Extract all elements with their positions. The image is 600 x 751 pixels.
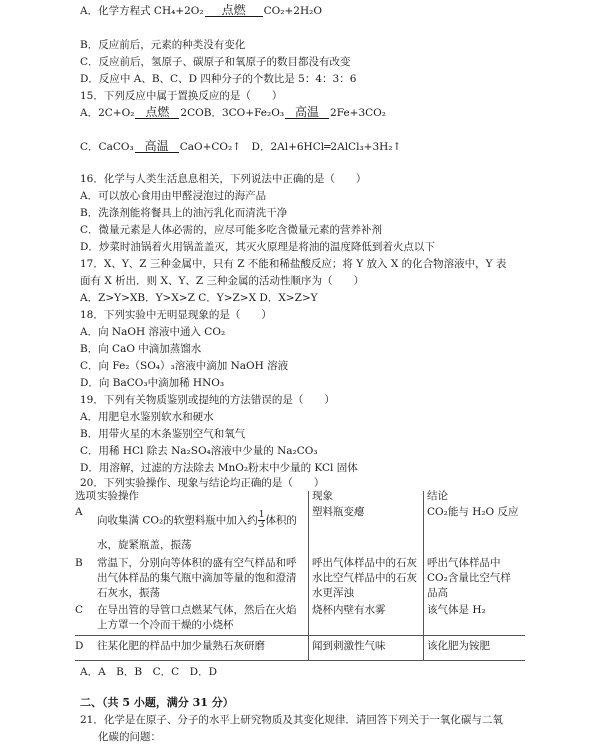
table-header-operation: 实验操作 bbox=[97, 490, 139, 502]
q19-option-d: D．用溶解，过滤的方法除去 MnO₂粉末中少量的 KCl 固体 bbox=[80, 462, 358, 474]
q18-option-a: A．向 NaOH 溶液中通入 CO₂ bbox=[80, 326, 226, 338]
q14-option-c: C．反应前后，氢原子、碳原子和氧原子的数目都没有改变 bbox=[80, 56, 351, 68]
q19-option-b: B．用带火星的木条鉴别空气和氧气 bbox=[80, 428, 246, 440]
row-b-phenomenon-line2: 水比空气样品中的石灰 bbox=[312, 572, 417, 584]
row-d-conclusion: 该化肥为铵肥 bbox=[427, 640, 490, 652]
row-b-conclusion-line3: 品高 bbox=[427, 587, 448, 599]
row-c-conclusion: 该气体是 H₂ bbox=[427, 604, 486, 616]
row-a-conclusion: CO₂能与 H₂O 反应 bbox=[427, 506, 519, 518]
row-b-phenomenon-line3: 水更浑浊 bbox=[312, 587, 354, 599]
table-header-option: 选项 bbox=[75, 490, 96, 502]
q15-b-products: 2Fe+3CO₂ bbox=[330, 107, 386, 119]
row-a-phenomenon: 塑料瓶变瘪 bbox=[312, 506, 365, 518]
row-b-operation-line2: 出气体样品的集气瓶中滴加等量的饱和澄清 bbox=[97, 572, 297, 584]
q20-table bbox=[75, 491, 525, 661]
q20-options: A．A B．B C．C D．D bbox=[80, 666, 218, 678]
q15-c-products: CaO+CO₂↑ D．2Al+6HCl═2AlCl₃+3H₂↑ bbox=[179, 141, 402, 153]
condition-label: 高温 bbox=[295, 105, 320, 119]
row-c-operation-line1: 在导出管的导管口点燃某气体，然后在火焰 bbox=[97, 604, 297, 616]
table-header-phenomenon: 现象 bbox=[312, 490, 333, 502]
row-d-label: D bbox=[75, 640, 84, 652]
q16-option-d: D．炒菜时油锅着火用锅盖盖灭，其灭火原理是将油的温度降低到着火点以下 bbox=[80, 241, 435, 253]
condition-arrow bbox=[135, 106, 179, 119]
table-header-conclusion: 结论 bbox=[427, 490, 448, 502]
fraction-one-third: $\frac{1}{3}$ bbox=[258, 510, 265, 530]
condition-label: 点燃 bbox=[221, 3, 246, 17]
row-a-label: A bbox=[75, 506, 83, 518]
q17-options: A．Z>Y>XB．Y>X>Z C．Y>Z>X D．X>Z>Y bbox=[80, 292, 318, 304]
q14-option-d: D．反应中 A、B、C、D 四种分子的个数比是 5：4：3：6 bbox=[80, 73, 357, 85]
condition-arrow bbox=[135, 140, 179, 153]
q16-option-a: A．可以放心食用由甲醛浸泡过的海产品 bbox=[80, 190, 267, 202]
q16-option-c: C．微量元素是人体必需的，应尽可能多吃含微量元素的营养补剂 bbox=[80, 224, 383, 236]
q14-option-b: B．反应前后，元素的种类没有变化 bbox=[80, 39, 246, 51]
row-b-phenomenon-line1: 呼出气体样品中的石灰 bbox=[312, 557, 417, 569]
q15-options-cd bbox=[80, 140, 401, 154]
q15-c-reactants: C．CaCO₃ bbox=[80, 141, 134, 153]
q15-options-ab bbox=[80, 106, 386, 120]
row-c-phenomenon: 烧杯内壁有水雾 bbox=[312, 604, 386, 616]
q20-stem: 20．下列实验操作、现象与结论均正确的是（ ） bbox=[80, 477, 325, 489]
row-a-operation-text: 向收集满 CO₂的软塑料瓶中加入约 bbox=[97, 514, 258, 527]
q19-option-a: A．用肥皂水鉴别软水和硬水 bbox=[80, 411, 214, 423]
q16-option-b: B．洗涤剂能将餐具上的油污乳化而清洗干净 bbox=[80, 207, 288, 219]
q21-stem-line2: 化碳的问题： bbox=[98, 731, 161, 743]
row-c-operation-line2: 上方罩一个冷而干燥的小烧杯 bbox=[97, 619, 234, 631]
q14-a-reactants: A．化学方程式 CH₄+2O₂ bbox=[80, 5, 204, 17]
q18-option-c: C．向 Fe₂（SO₄）₃溶液中滴加 NaOH 溶液 bbox=[80, 360, 289, 372]
row-b-operation-line1: 常温下，分别向等体积的盛有空气样品和呼 bbox=[97, 557, 297, 569]
q14-option-a bbox=[80, 4, 322, 18]
q14-a-products: CO₂+2H₂O bbox=[263, 5, 322, 17]
row-a-operation-text-2: 体积的 bbox=[265, 514, 297, 527]
q15-a-reactants: A．2C+O₂ bbox=[80, 107, 135, 119]
row-b-conclusion-line2: CO₂含量比空气样 bbox=[427, 572, 511, 584]
row-c-label: C bbox=[75, 604, 84, 616]
q18-option-d: D．向 BaCO₃中滴加稀 HNO₃ bbox=[80, 377, 225, 389]
condition-label: 点燃 bbox=[145, 105, 170, 119]
row-d-phenomenon: 闻到刺激性气味 bbox=[312, 640, 386, 652]
q21-stem-line1: 21．化学是在原子、分子的水平上研究物质及其变化规律．请回答下列关于一氧化碳与二氧 bbox=[80, 714, 503, 726]
q15-a-mid: 2COB．3CO+Fe₂O₃ bbox=[180, 107, 285, 119]
row-b-operation-line3: 石灰水，振荡 bbox=[97, 587, 160, 599]
q18-stem: 18．下列实验中无明显现象的是（ ） bbox=[80, 309, 272, 321]
condition-label: 高温 bbox=[144, 139, 169, 153]
q16-stem: 16．化学与人类生活息息相关，下列说法中正确的是（ ） bbox=[80, 173, 367, 185]
section-2-title: 二、（共 5 小题，满分 31 分） bbox=[80, 696, 234, 709]
q17-stem-line1: 17．X、Y、Z 三种金属中，只有 Z 不能和稀盐酸反应；将 Y 放入 X 的化合物溶液中，Y 表 bbox=[80, 258, 507, 270]
row-a-operation bbox=[97, 511, 297, 530]
condition-arrow bbox=[285, 106, 329, 119]
condition-arrow bbox=[205, 4, 263, 17]
q19-stem: 19．下列有关物质鉴别或提纯的方法错误的是（ ） bbox=[80, 394, 335, 406]
row-b-label: B bbox=[75, 557, 83, 569]
row-b-conclusion-line1: 呼出气体样品中 bbox=[427, 557, 501, 569]
row-d-operation: 往某化肥的样品中加少量熟石灰研磨 bbox=[97, 640, 265, 652]
q17-stem-line2: 面有 X 析出．则 X、Y、Z 三种金属的活动性顺序为（ ） bbox=[80, 275, 365, 287]
row-a-operation-line2: 水，旋紧瓶盖，振荡 bbox=[97, 539, 192, 551]
q15-stem: 15．下列反应中属于置换反应的是（ ） bbox=[80, 90, 283, 102]
q19-option-c: C．用稀 HCl 除去 Na₂SO₄溶液中少量的 Na₂CO₃ bbox=[80, 445, 318, 457]
q18-option-b: B．向 CaO 中滴加蒸馏水 bbox=[80, 343, 202, 355]
